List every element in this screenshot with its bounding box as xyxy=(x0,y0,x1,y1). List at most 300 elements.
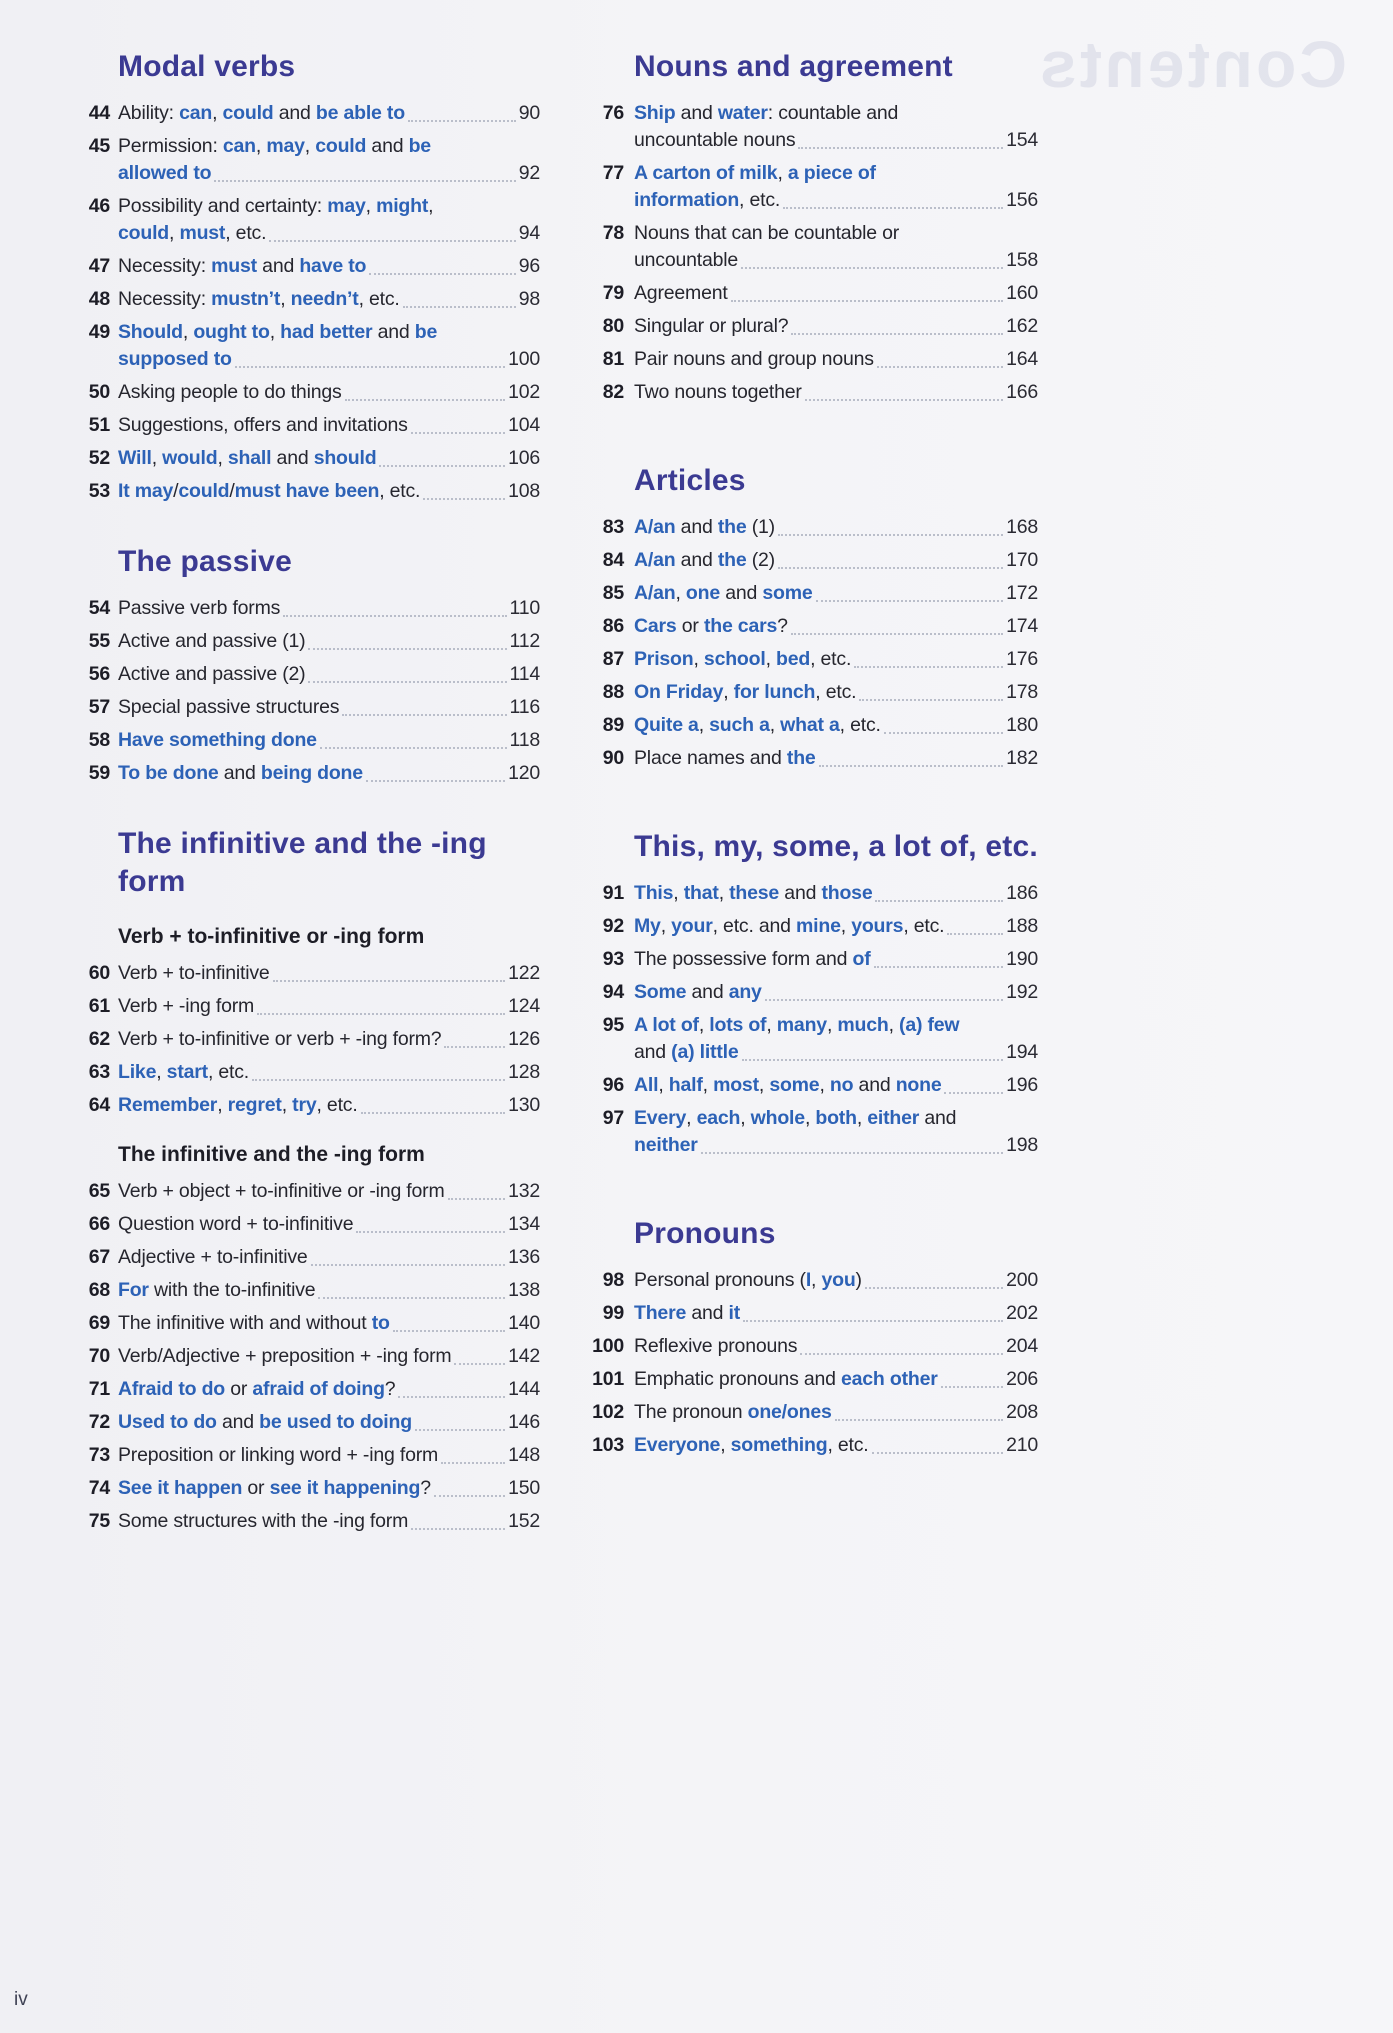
entry-line xyxy=(118,319,540,346)
grammar-term: Remember xyxy=(118,1094,218,1116)
dot-leader xyxy=(423,498,505,500)
toc-entry xyxy=(580,580,1038,607)
dot-leader xyxy=(743,1320,1003,1322)
grammar-term: must xyxy=(211,255,257,277)
entry-page-number: 102 xyxy=(508,381,540,403)
title-text: ? xyxy=(420,1477,431,1499)
dot-leader xyxy=(434,1495,505,1497)
entry-number: 72 xyxy=(88,1411,110,1433)
entry-number: 59 xyxy=(88,762,110,784)
grammar-term: mustn’t xyxy=(211,288,281,310)
dot-leader xyxy=(398,1396,505,1398)
title-text: , xyxy=(151,447,163,469)
entry-title xyxy=(634,880,872,907)
entry-line xyxy=(634,679,1038,706)
title-text: (2) xyxy=(746,549,775,571)
entry-page-number: 130 xyxy=(508,1094,540,1116)
title-text: The infinitive with and without xyxy=(118,1312,372,1334)
grammar-term: A/an xyxy=(634,582,676,604)
toc-entry xyxy=(580,160,1038,214)
grammar-term: be xyxy=(408,135,431,157)
grammar-term: Ship xyxy=(634,102,676,124)
bleed-through-text: Contents xyxy=(1037,27,1347,101)
toc-entry xyxy=(580,346,1038,373)
grammar-term: you xyxy=(821,1269,856,1291)
dot-leader xyxy=(798,147,1003,149)
entry-title xyxy=(118,1475,431,1502)
toc-entry xyxy=(580,913,1038,940)
title-text: : countable and xyxy=(767,102,899,124)
entry-line xyxy=(118,1178,540,1205)
toc-entry xyxy=(580,514,1038,541)
entry-page-number: 210 xyxy=(1006,1434,1038,1456)
entry-number: 101 xyxy=(592,1368,624,1390)
grammar-term: On Friday xyxy=(634,681,724,703)
entry-body xyxy=(634,745,1038,772)
entry-line xyxy=(118,960,540,987)
grammar-term: To be done xyxy=(118,762,219,784)
dot-leader xyxy=(369,273,515,275)
toc-section xyxy=(78,825,540,1535)
entry-page-number: 120 xyxy=(508,762,540,784)
grammar-term: much xyxy=(837,1014,889,1036)
grammar-term: needn’t xyxy=(290,288,359,310)
entry-body xyxy=(118,286,540,313)
entry-page-number: 198 xyxy=(1006,1134,1038,1156)
title-text: , xyxy=(428,195,434,217)
title-text: Question word + to-infinitive xyxy=(118,1213,354,1235)
grammar-term: some xyxy=(762,582,813,604)
dot-leader xyxy=(731,300,1003,302)
entry-title xyxy=(118,319,437,346)
title-text: , xyxy=(769,714,781,736)
entry-page-number: 152 xyxy=(508,1510,540,1532)
entry-body xyxy=(118,478,540,505)
entry-number: 85 xyxy=(602,582,624,604)
dot-leader xyxy=(778,567,1003,569)
entry-line xyxy=(634,220,1038,247)
entry-page-number: 106 xyxy=(508,447,540,469)
title-text: , xyxy=(765,648,777,670)
grammar-term: be able to xyxy=(315,102,405,124)
entry-title xyxy=(634,100,898,127)
entry-page-number: 200 xyxy=(1006,1269,1038,1291)
toc-entry xyxy=(78,253,540,280)
entry-title xyxy=(634,1432,869,1459)
entry-title xyxy=(118,1059,249,1086)
entry-title xyxy=(118,694,339,721)
entry-number: 79 xyxy=(602,282,624,304)
entry-title xyxy=(634,187,780,214)
entry-title xyxy=(634,580,813,607)
title-text: Emphatic pronouns and xyxy=(634,1368,841,1390)
toc-entry xyxy=(580,745,1038,772)
grammar-term: Will xyxy=(118,447,152,469)
entry-body xyxy=(118,1211,540,1238)
grammar-term: one xyxy=(685,582,720,604)
entry-number: 89 xyxy=(602,714,624,736)
title-text: , xyxy=(720,1434,731,1456)
title-text: , xyxy=(804,1107,816,1129)
grammar-term: school xyxy=(703,648,766,670)
dot-leader xyxy=(356,1231,505,1233)
toc-entry xyxy=(78,727,540,754)
entry-body xyxy=(634,679,1038,706)
grammar-term: Afraid to do xyxy=(118,1378,226,1400)
toc-entry xyxy=(580,1366,1038,1393)
entry-number: 57 xyxy=(88,696,110,718)
title-text: uncountable nouns xyxy=(634,129,796,151)
entry-body xyxy=(118,1475,540,1502)
entry-page-number: 128 xyxy=(508,1061,540,1083)
grammar-term: could xyxy=(222,102,274,124)
entry-title xyxy=(634,160,876,187)
grammar-term: should xyxy=(313,447,377,469)
section-heading: Modal verbs xyxy=(118,50,296,83)
entry-number: 47 xyxy=(88,255,110,277)
title-text: Preposition or linking word + -ing form xyxy=(118,1444,439,1466)
entry-line xyxy=(634,1012,1038,1039)
title-text: , xyxy=(702,1074,714,1096)
entry-line xyxy=(118,993,540,1020)
grammar-term: be used to doing xyxy=(259,1411,412,1433)
toc-entry xyxy=(580,1105,1038,1159)
toc-section xyxy=(580,1215,1038,1459)
title-text: and xyxy=(686,981,729,1003)
grammar-term: (a) few xyxy=(899,1014,960,1036)
entry-line xyxy=(634,745,1038,772)
entry-page-number: 192 xyxy=(1006,981,1038,1003)
toc-entry xyxy=(580,313,1038,340)
toc-entry xyxy=(78,319,540,373)
entry-line xyxy=(634,547,1038,574)
grammar-term: it xyxy=(728,1302,740,1324)
entry-title xyxy=(118,661,305,688)
entry-body xyxy=(118,595,540,622)
grammar-term: lots of xyxy=(709,1014,767,1036)
title-text: , xyxy=(856,1107,868,1129)
entry-title xyxy=(634,613,788,640)
title-text: Agreement xyxy=(634,282,728,304)
entry-title xyxy=(634,712,881,739)
entry-number: 81 xyxy=(602,348,624,370)
entry-line xyxy=(118,1475,540,1502)
entry-number: 48 xyxy=(88,288,110,310)
entry-line xyxy=(118,760,540,787)
entry-title xyxy=(118,346,232,373)
title-text: and xyxy=(853,1074,896,1096)
dot-leader xyxy=(393,1330,505,1332)
entry-page-number: 202 xyxy=(1006,1302,1038,1324)
entry-number: 73 xyxy=(88,1444,110,1466)
grammar-term: the cars xyxy=(703,615,778,637)
entry-line xyxy=(118,661,540,688)
toc-entry xyxy=(78,1092,540,1119)
entry-number: 86 xyxy=(602,615,624,637)
entry-line xyxy=(118,1059,540,1086)
entry-page-number: 182 xyxy=(1006,747,1038,769)
entry-number: 76 xyxy=(602,102,624,124)
entry-body xyxy=(118,1059,540,1086)
entry-body xyxy=(634,646,1038,673)
entry-body xyxy=(118,661,540,688)
entry-body xyxy=(118,1026,540,1053)
entry-number: 53 xyxy=(88,480,110,502)
toc-entry xyxy=(580,1432,1038,1459)
entry-body xyxy=(118,1442,540,1469)
entry-page-number: 104 xyxy=(508,414,540,436)
dot-leader xyxy=(816,600,1004,602)
entry-body xyxy=(634,313,1038,340)
grammar-term: ought to xyxy=(193,321,270,343)
title-text: Two nouns together xyxy=(634,381,802,403)
toc-entry xyxy=(580,100,1038,154)
grammar-term: that xyxy=(683,882,719,904)
entry-body xyxy=(118,727,540,754)
title-text: , xyxy=(673,882,684,904)
entry-line xyxy=(634,346,1038,373)
entry-page-number: 122 xyxy=(508,962,540,984)
entry-line xyxy=(634,1399,1038,1426)
entry-line xyxy=(118,1376,540,1403)
entry-body xyxy=(634,712,1038,739)
title-text: and xyxy=(256,255,300,277)
entry-line xyxy=(634,1039,1038,1066)
entry-page-number: 170 xyxy=(1006,549,1038,571)
entry-body xyxy=(118,1376,540,1403)
entry-title xyxy=(634,745,816,772)
title-text: and xyxy=(675,102,718,124)
title-text: (1) xyxy=(746,516,775,538)
entry-title xyxy=(634,1300,740,1327)
entry-page-number: 174 xyxy=(1006,615,1038,637)
dot-leader xyxy=(379,465,505,467)
toc-section xyxy=(78,48,540,505)
dot-leader xyxy=(875,900,1003,902)
entry-title xyxy=(118,1244,308,1271)
title-text: , etc. xyxy=(839,714,881,736)
title-text: , xyxy=(658,1074,669,1096)
entry-page-number: 190 xyxy=(1006,948,1038,970)
entry-body xyxy=(634,1267,1038,1294)
toc-entry xyxy=(580,547,1038,574)
entry-number: 98 xyxy=(602,1269,624,1291)
grammar-term: Some xyxy=(634,981,687,1003)
entry-page-number: 108 xyxy=(508,480,540,502)
grammar-term: could xyxy=(178,480,230,502)
dot-leader xyxy=(742,1059,1004,1061)
entry-body xyxy=(118,960,540,987)
dot-leader xyxy=(819,765,1004,767)
entry-body xyxy=(118,319,540,373)
entry-line xyxy=(118,220,540,247)
toc-entry xyxy=(580,646,1038,673)
entry-number: 75 xyxy=(88,1510,110,1532)
dot-leader xyxy=(311,1264,506,1266)
entry-line xyxy=(634,379,1038,406)
toc-entry xyxy=(580,280,1038,307)
title-text: , etc. xyxy=(225,222,267,244)
title-text: , xyxy=(777,162,788,184)
entry-line xyxy=(634,712,1038,739)
grammar-term: some xyxy=(769,1074,820,1096)
title-text: Suggestions, offers and invitations xyxy=(118,414,408,436)
entry-body xyxy=(634,1366,1038,1393)
grammar-term: must xyxy=(179,222,226,244)
dot-leader xyxy=(701,1152,1003,1154)
entry-page-number: 158 xyxy=(1006,249,1038,271)
entry-number: 84 xyxy=(602,549,624,571)
dot-leader xyxy=(214,180,515,182)
toc-entry xyxy=(78,1211,540,1238)
title-text: and xyxy=(366,135,409,157)
entry-line xyxy=(634,880,1038,907)
entry-page-number: 172 xyxy=(1006,582,1038,604)
entry-line xyxy=(118,478,540,505)
entry-number: 99 xyxy=(602,1302,624,1324)
toc-entry xyxy=(580,679,1038,706)
title-text: Verb + to-infinitive xyxy=(118,962,270,984)
entry-title xyxy=(118,379,342,406)
entry-number: 64 xyxy=(88,1094,110,1116)
toc-entry xyxy=(78,1277,540,1304)
grammar-term: regret xyxy=(227,1094,282,1116)
grammar-term: A carton of milk xyxy=(634,162,778,184)
title-text: , xyxy=(280,288,291,310)
toc-subheading: The infinitive and the -ing form xyxy=(118,1143,425,1166)
entry-title xyxy=(118,193,433,220)
toc-entry xyxy=(78,193,540,247)
entry-title xyxy=(634,1072,941,1099)
dot-leader xyxy=(791,333,1003,335)
grammar-term: Every xyxy=(634,1107,687,1129)
title-text: , xyxy=(182,321,194,343)
entry-line xyxy=(634,913,1038,940)
grammar-term: shall xyxy=(227,447,272,469)
grammar-term: can xyxy=(222,135,256,157)
entry-line xyxy=(118,1442,540,1469)
title-text: Place names and xyxy=(634,747,787,769)
title-text: , xyxy=(811,1269,822,1291)
entry-body xyxy=(634,946,1038,973)
toc-entry xyxy=(78,100,540,127)
entry-number: 93 xyxy=(602,948,624,970)
entry-page-number: 196 xyxy=(1006,1074,1038,1096)
entry-body xyxy=(634,100,1038,154)
toc-entry xyxy=(78,412,540,439)
entry-body xyxy=(118,993,540,1020)
toc-entry xyxy=(78,445,540,472)
entry-body xyxy=(634,346,1038,373)
dot-leader xyxy=(235,366,505,368)
grammar-term: what a xyxy=(780,714,840,736)
entry-number: 63 xyxy=(88,1061,110,1083)
entry-title xyxy=(118,253,366,280)
dot-leader xyxy=(865,1287,1003,1289)
title-text: , etc. xyxy=(903,915,945,937)
entry-title xyxy=(634,280,728,307)
toc-entry xyxy=(78,1475,540,1502)
entry-page-number: 154 xyxy=(1006,129,1038,151)
entry-line xyxy=(118,694,540,721)
grammar-term: A lot of xyxy=(634,1014,699,1036)
entry-body xyxy=(634,220,1038,274)
entry-line xyxy=(118,346,540,373)
toc-entry xyxy=(78,1310,540,1337)
entry-title xyxy=(118,1026,441,1053)
entry-body xyxy=(634,160,1038,214)
dot-leader xyxy=(257,1013,505,1015)
entry-title xyxy=(118,412,408,439)
section-heading: The infinitive and the -ing form xyxy=(118,827,487,898)
grammar-term: of xyxy=(852,948,871,970)
entry-page-number: 110 xyxy=(509,597,540,619)
dot-leader xyxy=(308,648,506,650)
entry-line xyxy=(634,1300,1038,1327)
toc-entry xyxy=(580,1072,1038,1099)
entry-line xyxy=(118,133,540,160)
toc-entry xyxy=(78,1059,540,1086)
toc-entry xyxy=(580,613,1038,640)
entry-line xyxy=(634,946,1038,973)
entry-title xyxy=(634,1039,739,1066)
toc-entry xyxy=(78,1376,540,1403)
entry-line xyxy=(118,1508,540,1535)
title-text: Special passive structures xyxy=(118,696,340,718)
entry-body xyxy=(118,1277,540,1304)
title-text: , xyxy=(156,1061,167,1083)
dot-leader xyxy=(872,1452,1004,1454)
grammar-term: Everyone xyxy=(634,1434,721,1456)
entry-page-number: 136 xyxy=(508,1246,540,1268)
entry-number: 45 xyxy=(88,135,110,157)
toc-entry xyxy=(580,979,1038,1006)
entry-title xyxy=(118,727,317,754)
entry-body xyxy=(634,514,1038,541)
toc-entry xyxy=(78,1343,540,1370)
entry-page-number: 140 xyxy=(508,1312,540,1334)
grammar-term: have to xyxy=(299,255,367,277)
title-text: The pronoun xyxy=(634,1401,748,1423)
entry-body xyxy=(118,100,540,127)
entry-line xyxy=(118,595,540,622)
entry-body xyxy=(634,613,1038,640)
grammar-term: something xyxy=(730,1434,828,1456)
entry-title xyxy=(118,1508,408,1535)
entry-line xyxy=(634,646,1038,673)
section-heading: Nouns and agreement xyxy=(634,50,953,83)
entry-line xyxy=(634,313,1038,340)
entry-number: 91 xyxy=(602,882,624,904)
entry-page-number: 176 xyxy=(1006,648,1038,670)
title-text: or xyxy=(225,1378,253,1400)
dot-leader xyxy=(366,780,505,782)
grammar-term: these xyxy=(729,882,780,904)
grammar-term: information xyxy=(634,189,740,211)
title-text: ? xyxy=(777,615,788,637)
entry-page-number: 132 xyxy=(508,1180,540,1202)
title-text: Personal pronouns ( xyxy=(634,1269,806,1291)
entry-title xyxy=(118,160,211,187)
title-text: uncountable xyxy=(634,249,739,271)
title-text: , etc. xyxy=(739,189,781,211)
entry-title xyxy=(118,595,280,622)
entry-page-number: 112 xyxy=(509,630,540,652)
dot-leader xyxy=(415,1429,505,1431)
entry-title xyxy=(118,1376,395,1403)
title-text: , xyxy=(217,447,228,469)
dot-leader xyxy=(454,1363,505,1365)
